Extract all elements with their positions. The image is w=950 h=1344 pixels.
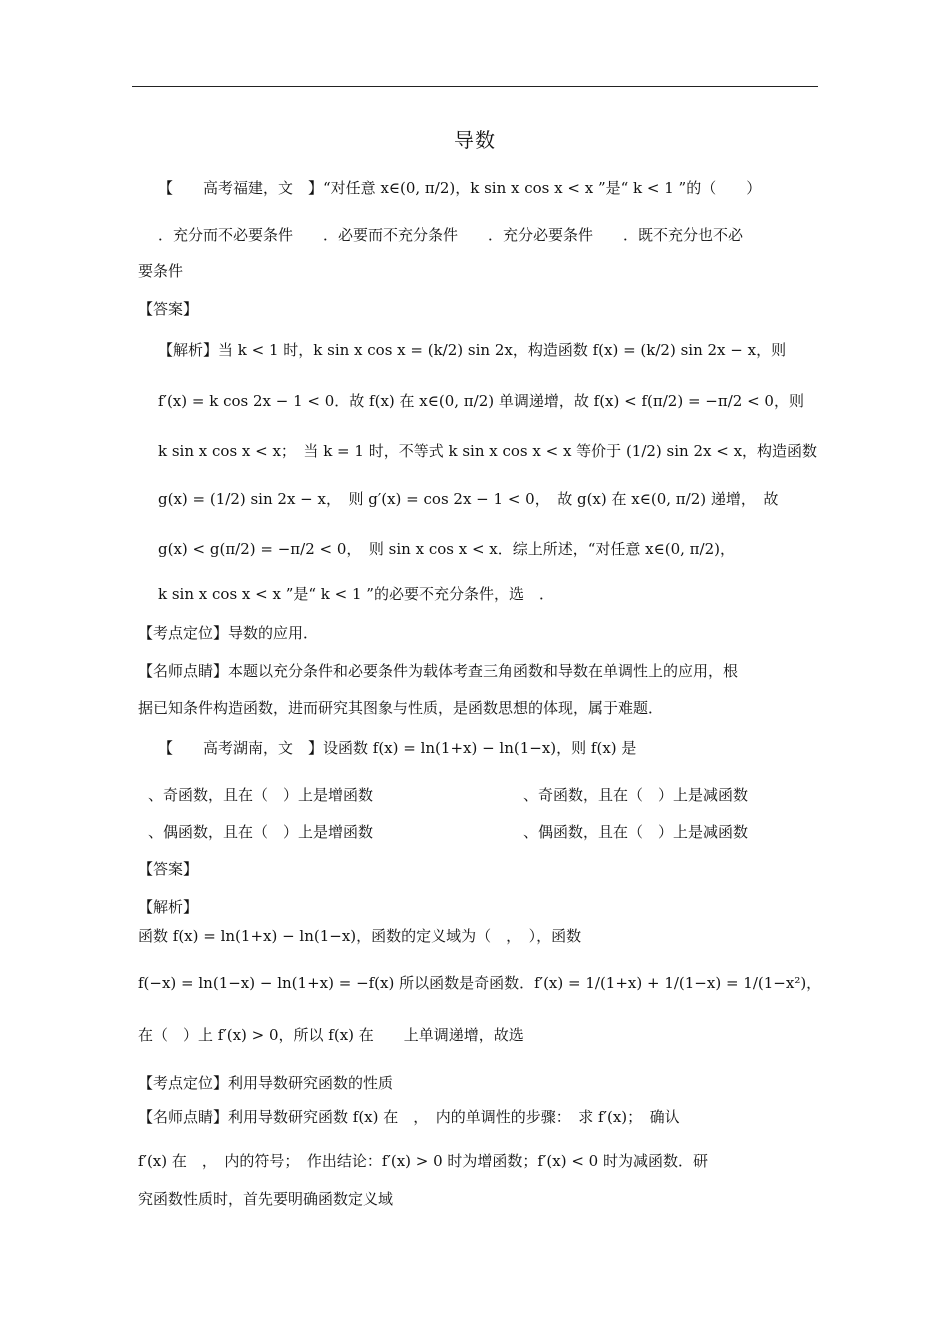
- text-line: 【答案】: [138, 300, 199, 318]
- text-line: 函数 f(x) = ln(1+x) − ln(1−x)，函数的定义域为（ ， ），函数: [138, 927, 582, 945]
- text-line: 在（ ）上 f′(x) > 0，所以 f(x) 在 上单调递增，故选: [138, 1026, 524, 1044]
- text-line: 【考点定位】导数的应用．: [138, 624, 319, 642]
- text-line: f(−x) = ln(1−x) − ln(1+x) = −f(x) 所以函数是奇函数．f′(x) = 1/(1+x) + 1/(1−x) = 1/(1−x²)，: [138, 974, 822, 992]
- page-title: 导数: [454, 128, 496, 152]
- text-line: g(x) = (1/2) sin 2x − x， 则 g′(x) = cos 2x − 1 < 0， 故 g(x) 在 x∈(0, π/2) 递增， 故: [158, 490, 779, 508]
- text-line: f′(x) = k cos 2x − 1 < 0．故 f(x) 在 x∈(0, π/2) 单调递增，故 f(x) < f(π/2) = −π/2 < 0，则: [158, 392, 804, 410]
- text-line: k sin x cos x < x ”是“ k < 1 ”的必要不充分条件，选 ．: [158, 585, 554, 603]
- text-line: 【考点定位】利用导数研究函数的性质: [138, 1074, 394, 1092]
- text-line: 要条件: [138, 262, 184, 280]
- text-line: k sin x cos x < x； 当 k = 1 时，不等式 k sin x cos x < x 等价于 (1/2) sin 2x < x，构造函数: [158, 442, 818, 460]
- header-rule: [132, 86, 818, 87]
- text-line: 【名师点睛】本题以充分条件和必要条件为载体考查三角函数和导数在单调性上的应用，根: [138, 662, 739, 680]
- text-line: f′(x) 在 ， 内的符号； 作出结论：f′(x) > 0 时为增函数；f′(x) < 0 时为减函数．研: [138, 1152, 708, 1170]
- text-line: 【答案】: [138, 860, 199, 878]
- text-line: 【解析】当 k < 1 时，k sin x cos x = (k/2) sin 2x，构造函数 f(x) = (k/2) sin 2x − x，则: [158, 341, 787, 359]
- text-line: g(x) < g(π/2) = −π/2 < 0， 则 sin x cos x < x．综上所述，“对任意 x∈(0, π/2)，: [158, 540, 735, 558]
- text-line: 【 高考湖南，文 】设函数 f(x) = ln(1+x) − ln(1−x)，则 f(x) 是: [158, 739, 637, 757]
- text-line: 据已知条件构造函数，进而研究其图象与性质，是函数思想的体现，属于难题．: [138, 699, 664, 717]
- text-line: 究函数性质时，首先要明确函数定义域: [138, 1190, 394, 1208]
- text-line: 、奇函数，且在（ ）上是增函数 、奇函数，且在（ ）上是减函数: [148, 786, 749, 804]
- text-line: ．充分而不必要条件 ．必要而不充分条件 ．充分必要条件 ．既不充分也不必: [158, 226, 744, 244]
- text-line: 【解析】: [138, 898, 199, 916]
- text-line: 【名师点睛】利用导数研究函数 f(x) 在 ， 内的单调性的步骤： 求 f′(x)； 确认: [138, 1108, 680, 1126]
- text-line: 、偶函数，且在（ ）上是增函数 、偶函数，且在（ ）上是减函数: [148, 823, 749, 841]
- text-line: 【 高考福建，文 】“对任意 x∈(0, π/2)，k sin x cos x < x ”是“ k < 1 ”的（ ）: [158, 179, 762, 197]
